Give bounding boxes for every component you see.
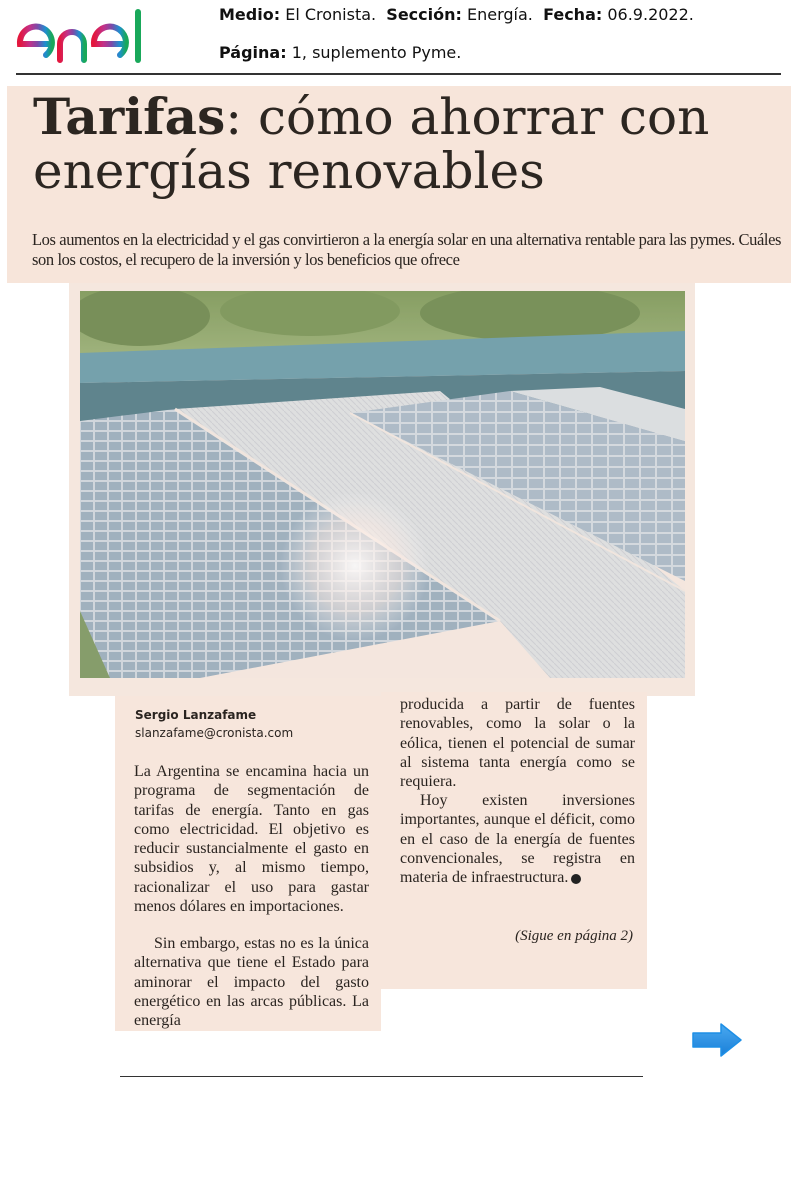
article-column-right bbox=[381, 692, 647, 989]
footer-divider bbox=[120, 1076, 643, 1077]
author-name: Sergio Lanzafame bbox=[135, 708, 257, 722]
body-paragraph-4-text: Hoy existen inversiones importantes, aunque el déficit, como en el caso de la energía de fuentes convencionales, se registra en materia de infraestructura. bbox=[400, 792, 635, 887]
meta-line-1 bbox=[219, 5, 694, 24]
fecha-label: Fecha: bbox=[543, 5, 603, 24]
body-paragraph-3: producida a partir de fuentes renovables, como la solar o la eólica, tienen el potencial de sumar al sistema tanta energía como se requiera. bbox=[400, 696, 635, 791]
continued-note: (Sigue en página 2) bbox=[515, 928, 633, 944]
fecha-value: 06.9.2022. bbox=[607, 5, 694, 24]
pagina-value: 1, suplemento Pyme. bbox=[291, 43, 462, 62]
medio-label: Medio: bbox=[219, 5, 281, 24]
body-paragraph-1: La Argentina se encamina hacia un programa de segmentación de tarifas de energía. Tanto en gas como electricidad. El objetivo es reducir sustancialmente el gasto en subsidios y, al mismo tiempo, racionalizar el uso para gastar menos dólares en importaciones. bbox=[134, 763, 369, 916]
seccion-value: Energía. bbox=[467, 5, 533, 24]
title-block bbox=[7, 86, 791, 283]
subheadline: Los aumentos en la electricidad y el gas convirtieron a la energía solar en una alternativa rentable para las pymes. Cuáles son los costos, el recupero de la inversión y los beneficios que ofrece bbox=[32, 230, 782, 269]
enel-logo bbox=[14, 8, 174, 68]
body-paragraph-4 bbox=[400, 791, 635, 887]
meta-line-2 bbox=[219, 43, 461, 62]
end-mark-icon bbox=[571, 874, 581, 884]
author-email[interactable]: slanzafame@cronista.com bbox=[135, 726, 294, 740]
body-paragraph-2: Sin embargo, estas no es la única alternativa que tiene el Estado para aminorar el impacto del gasto energético en las arcas públicas. La energía bbox=[134, 935, 369, 1030]
pagina-label: Página: bbox=[219, 43, 287, 62]
headline bbox=[33, 87, 783, 200]
medio-value: El Cronista. bbox=[285, 5, 377, 24]
seccion-label: Sección: bbox=[386, 5, 462, 24]
header-divider bbox=[16, 73, 781, 75]
arrow-right-icon[interactable] bbox=[691, 1022, 743, 1058]
article-column-left bbox=[115, 696, 381, 1031]
headline-keyword: Tarifas bbox=[33, 87, 226, 146]
headline-rest: : cómo ahorrar con energías renovables bbox=[33, 88, 710, 200]
solar-panels-photo bbox=[80, 291, 685, 678]
